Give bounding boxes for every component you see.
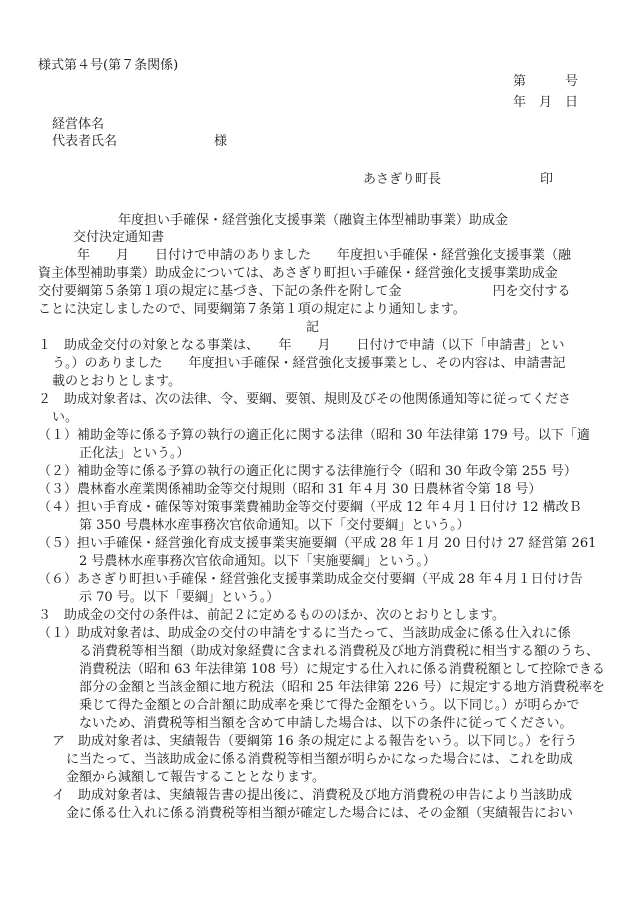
body-line: い。 [52, 410, 79, 425]
body-line: （１）補助金等に係る予算の執行の適正化に関する法律（昭和 30 年法律第 179 号。以下「適 [38, 428, 590, 443]
body-line: ないため、消費税等相当額を含めて申請した場合は、以下の条件に従ってください。 [79, 716, 573, 731]
body-line: １ 助成金交付の対象となる事業は、 年 月 日付けで申請（以下「申請書」とい [38, 338, 565, 353]
body-line: る消費税等相当額（助成対象経費に含まれる消費税及び地方消費税に相当する額のうち、 [79, 644, 600, 659]
body-line: う。）のありました 年度担い手確保・経営強化支援事業とし、その内容は、申請書記 [52, 356, 566, 371]
body-line: 2 号農林水産事務次官依命通知。以下「実施要綱」という。） [79, 554, 436, 569]
recipient-representative: 代表者氏名 [52, 134, 118, 149]
body-line: 第 350 号農林水産事務次官依命通知。以下「交付要綱」という。） [79, 518, 470, 533]
intro-line: 交付要綱第５条第１項の規定に基づき、下記の条件を附して金 円を交付する [38, 284, 571, 299]
body-line: ア 助成対象者は、実績報告（要綱第 16 条の規定による報告をいう。以下同じ。）を行う [52, 734, 578, 749]
ki-heading: 記 [306, 320, 320, 335]
body-line: 載のとおりとします。 [52, 374, 181, 389]
document-title-line-1: 年度担い手確保・経営強化支援事業（融資主体型補助事業）助成金 [118, 213, 509, 228]
intro-line: 資主体型補助事業）助成金については、あさぎり町担い手確保・経営強化支援事業助成金 [38, 266, 558, 281]
document-number: 第 号 [513, 74, 579, 89]
body-line: イ 助成対象者は、実績報告書の提出後に、消費税及び地方消費税の申告により当該助成 [52, 788, 573, 803]
body-line: 正化法」という。） [79, 446, 190, 461]
body-line: （２）補助金等に係る予算の執行の適正化に関する法律施行令（昭和 30 年政令第 255 号） [38, 464, 577, 479]
body-line: 乗じて得た金額との合計額に助成率を乗じて得た金額をいう。以下同じ。）が明らかで [79, 698, 580, 713]
body-line: 示 70 号。以下「要綱」という。） [79, 590, 280, 605]
body-line: （５）担い手確保・経営強化育成支援事業実施要綱（平成 28 年１月 20 日付け 27 経営第 261 [38, 536, 597, 551]
issue-date: 年 月 日 [513, 95, 579, 110]
body-line: ３ 助成金の交付の条件は、前記２に定めるもののほか、次のとおりとします。 [38, 608, 505, 623]
recipient-organization: 経営体名 [52, 117, 105, 132]
body-line: （１）助成対象者は、助成金の交付の申請をするに当たって、当該助成金に係る仕入れに係 [38, 626, 571, 641]
intro-line: ことに決定しましたので、同要綱第７条第１項の規定により通知します。 [38, 302, 466, 317]
body-line: 消費税法（昭和 63 年法律第 108 号）に規定する仕入れに係る消費税額として控除できる [79, 662, 605, 677]
body-line: （３）農林畜水産業関係補助金等交付規則（昭和 31 年４月 30 日農林省令第 18 号） [38, 482, 542, 497]
body-line: （６）あさぎり町担い手確保・経営強化支援事業助成金交付要綱（平成 28 年４月１日付け告 [38, 572, 583, 587]
honorific: 様 [214, 134, 228, 149]
body-line: 部分の金額と当該金額に地方税法（昭和 25 年法律第 226 号）に規定する地方消費税率を [79, 680, 605, 695]
document-title-line-2: 交付決定通知書 [73, 230, 165, 245]
issuer-name: あさぎり町長 [363, 172, 442, 187]
body-line: ２ 助成対象者は、次の法律、令、要綱、要領、規則及びその他関係通知等に従ってくださ [38, 392, 572, 407]
intro-line: 年 月 日付けで申請のありました 年度担い手確保・経営強化支援事業（融 [77, 248, 572, 263]
form-number: 様式第４号(第７条関係) [38, 58, 179, 73]
body-line: に当たって、当該助成金に係る消費税等相当額が明らかになった場合には、これを助成 [66, 752, 573, 767]
seal-mark: 印 [540, 172, 554, 187]
body-line: 金に係る仕入れに係る消費税等相当額が確定した場合には、その金額（実績報告におい [66, 806, 574, 821]
body-line: 金額から減額して報告することとなります。 [66, 770, 325, 785]
body-line: （４）担い手育成・確保等対策事業費補助金等交付要綱（平成 12 年４月１日付け 12 構改Ｂ [38, 500, 582, 515]
